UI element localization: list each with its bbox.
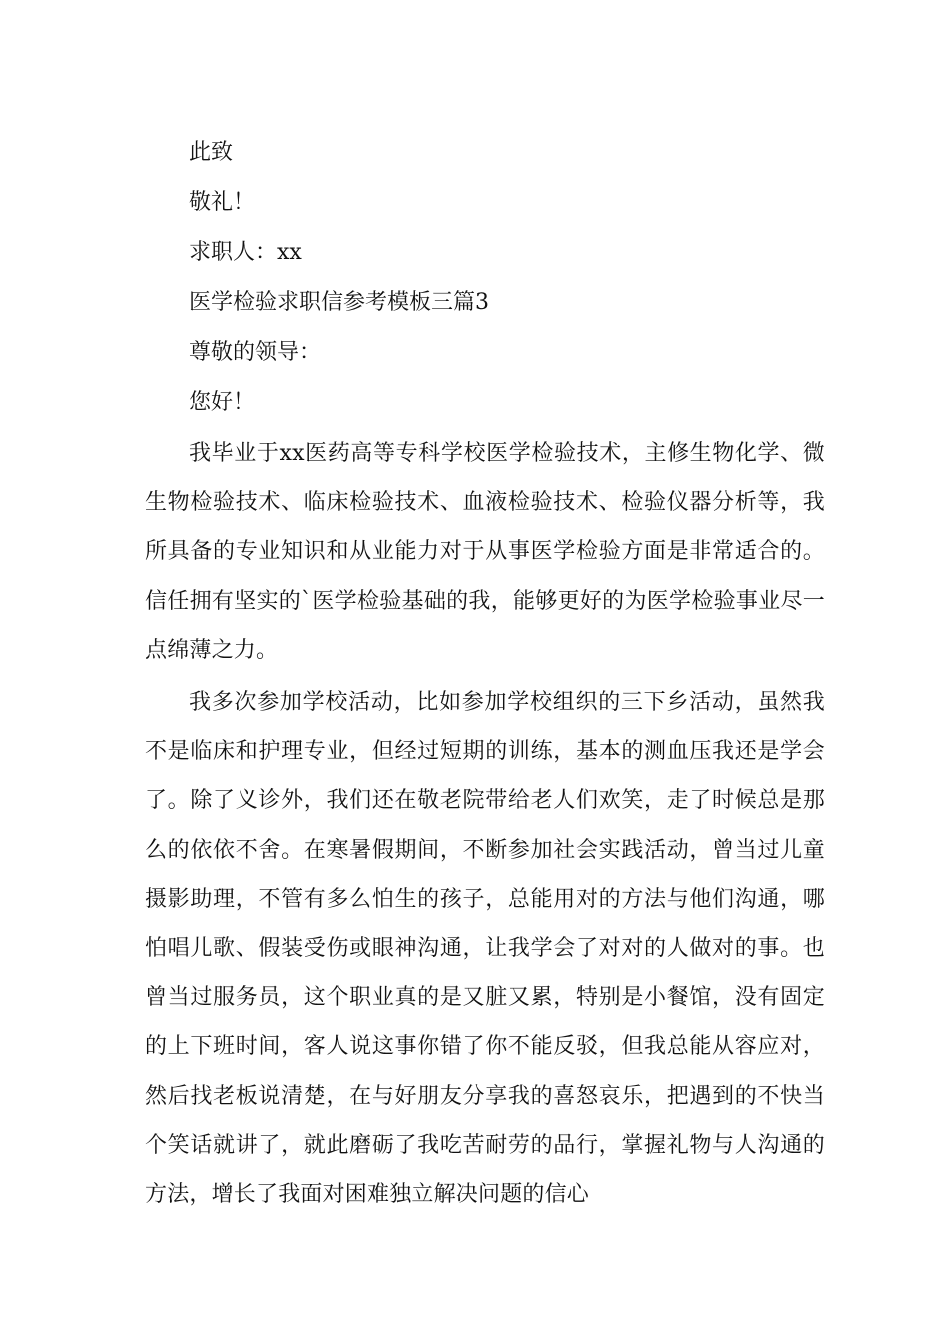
paragraph-activities: 我多次参加学校活动，比如参加学校组织的三下乡活动，虽然我不是临床和护理专业，但经过短期的训练，基本的测血压我还是学会了。除了义诊外，我们还在敬老院带给老人们欢笑，走了时候总是那么的依依不舍。在寒暑假期间，不断参加社会实践活动，曾当过儿童摄影助理，不管有多么怕生的孩子，总能用对的方法与他们沟通，哪怕唱儿歌、假装受伤或眼神沟通，让我学会了对对的人做对的事。也曾当过服务员，这个职业真的是又脏又累，特别是小餐馆，没有固定的上下班时间，客人说这事你错了你不能反驳，但我总能从容应对，然后找老板说清楚，在与好朋友分享我的喜怒哀乐，把遇到的不快当个笑话就讲了，就此磨砺了我吃苦耐劳的品行，掌握礼物与人沟通的方法，增长了我面对困难独立解决问题的信心 xyxy=(145,690,825,1208)
greeting: 您好！ xyxy=(189,390,256,415)
salute-line: 敬礼！ xyxy=(189,190,256,215)
greeting-to: 尊敬的领导： xyxy=(189,340,322,365)
section-title: 医学检验求职信参考模板三篇3 xyxy=(189,290,489,315)
paragraph-education: 我毕业于xx医药高等专科学校医学检验技术，主修生物化学、微生物检验技术、临床检验技术、血液检验技术、检验仪器分析等，我所具备的专业知识和从业能力对于从事医学检验方面是非常适合的。信任拥有坚实的`医学检验基础的我，能够更好的为医学检验事业尽一点绵薄之力。 xyxy=(145,441,825,663)
letter-body xyxy=(145,128,825,1219)
closing-line: 此致 xyxy=(189,140,234,165)
signature-line: 求职人：xx xyxy=(189,240,302,265)
